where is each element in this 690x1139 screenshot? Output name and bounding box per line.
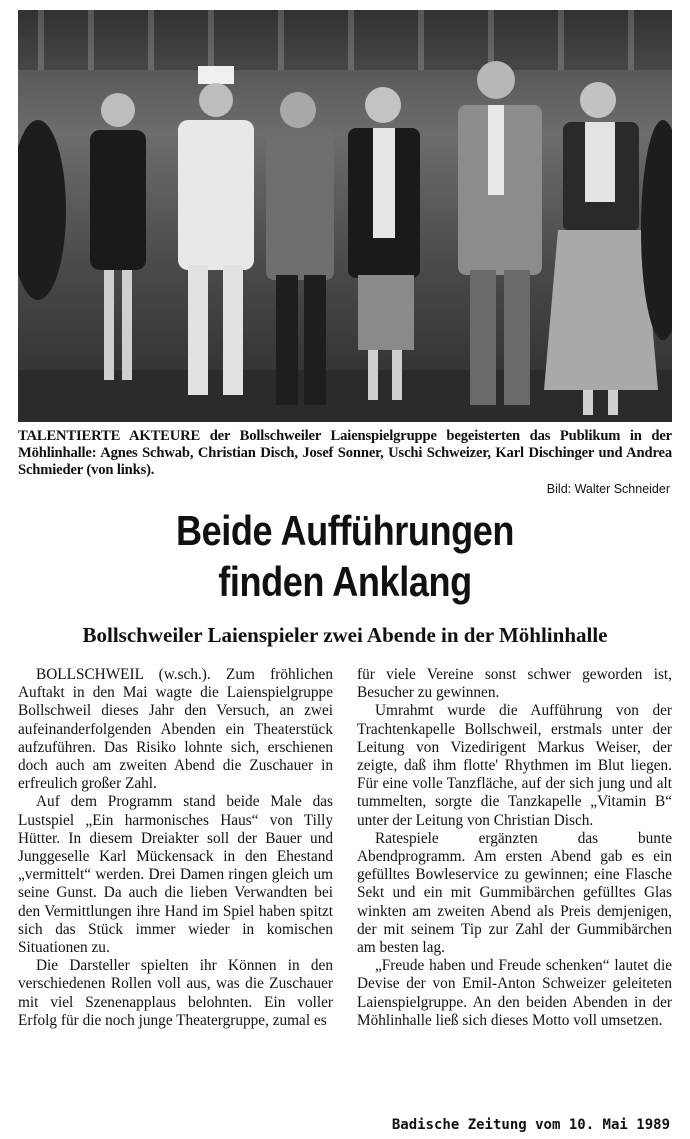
paragraph: Ratespiele ergänzten das bunte Abendprogramm. Am ersten Abend gab es ein gefülltes Bowleservice zu gewinnen; eine Flasche Sekt und ein mit Gummibärchen gefülltes Glas winkten am zweiten Abend als Preis demjenigen, der mit seinem Tip zur Zahl der Gummibärchen am besten lag. — [357, 829, 672, 957]
headline-line-1: Beide Aufführungen — [175, 507, 515, 554]
paragraph: Umrahmt wurde die Aufführung von der Trachtenkapelle Bollschweil, erstmals unter der Leitung von Vizedirigent Markus Weiser, der zeigte, daß ihm flotte' Rhythmen im Blut liegen. Für eine volle Tanzfläche, auf der sich jung und alt tummelten, sorgte die Tanzkapelle „Vitamin B“ unter der Leitung von Christian Disch. — [357, 702, 672, 829]
article-column-right — [357, 666, 672, 1030]
source-line: Badische Zeitung vom 10. Mai 1989 — [391, 1117, 670, 1133]
paragraph: „Freude haben und Freude schenken“ lautet die Devise der von Emil-Anton Schweizer geleiteten Laienspielgruppe. An den beiden Abenden in der Möhlinhalle ließ sich dieses Motto voll umsetzen. — [357, 957, 672, 1029]
paragraph: BOLLSCHWEIL (w.sch.). Zum fröhlichen Auftakt in den Mai wagte die Laienspielgruppe Bollschweil dieses Jahr den Versuch, an zwei aufeinanderfolgenden Abenden ein Theaterstück aufzuführen. Das Risiko lohnte sich, erschienen doch auch am zweiten Abend die Zuschauer in erfreulich großer Zahl. — [18, 666, 333, 793]
caption-text: TALENTIERTE AKTEURE der Bollschweiler Laienspielgruppe begeisterten das Publikum in der Möhlinhalle: Agnes Schwab, Christian Disch, Josef Sonner, Uschi Schweizer, Karl Dischinger und Andrea Schmieder (von links). — [18, 428, 672, 478]
article-column-left — [18, 666, 333, 1030]
paragraph: für viele Vereine sonst schwer geworden ist, Besucher zu gewinnen. — [357, 666, 672, 702]
group-photo-icon — [18, 10, 672, 422]
photo-caption — [18, 428, 672, 479]
headline-line-2: finden Anklang — [218, 558, 472, 605]
paragraph: Die Darsteller spielten ihr Können in den verschiedenen Rollen voll aus, was die Zuschauer mit viel Szenenapplaus belohnten. Ein voller Erfolg für die noch junge Theatergruppe, zumal es — [18, 957, 333, 1029]
paragraph: Auf dem Programm stand beide Male das Lustspiel „Ein harmonisches Haus“ von Tilly Hütter. In diesem Dreiakter soll der Bauer und Junggeselle Karl Mückensack in den Ehestand „vermittelt“ werden. Drei Damen ringen gleich um seine Gunst. Da auch die lieben Verwandten bei den Vermittlungen ihre Hand im Spiel haben spitzt sich das Stück immer wieder in komischen Situationen zu. — [18, 793, 333, 957]
article-photo — [18, 10, 672, 422]
headline — [48, 505, 641, 607]
photo-credit: Bild: Walter Schneider — [546, 482, 670, 496]
subheadline: Bollschweiler Laienspieler zwei Abende in der Möhlinhalle — [82, 623, 608, 647]
